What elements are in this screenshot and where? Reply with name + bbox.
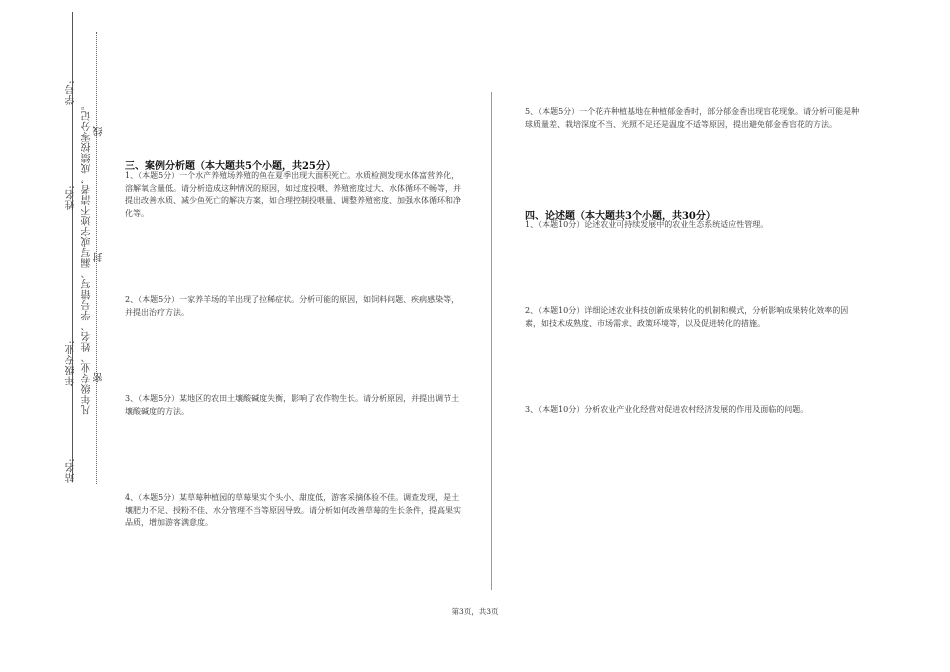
question-4-1: 1、（本题10分）论述农业可持续发展中的农业生态系统适应性管理。 [525, 220, 769, 229]
binding-notice: 凡年级专业、姓名、学号错写、漏写或字迹不清者，成绩按零分记。 [82, 100, 93, 415]
section-title-case-analysis: 三、案例分析题（本大题共5个小题，共25分） [125, 161, 336, 172]
question-4-2: 2、（本题10分）详细论述农业科技创新成果转化的机制和模式，分析影响成果转化效率的因素，如技术成熟度、市场需求、政策环境等，以及促进转化的措施。 [525, 306, 849, 328]
question-3-2: 2、（本题5分）一家养羊场的羊出现了拉稀症状。分析可能的原因，如饲料问题、疾病感染等，并提出治疗方法。 [125, 295, 460, 317]
seal-char-xian: 线 [94, 126, 105, 137]
question-3-4: 4、（本题5分）某草莓种植园的草莓果实个头小、甜度低，游客采摘体验不佳。调查发现，是土壤肥力不足、授粉不佳、水分管理不当等原因导致。请分析如何改善草莓的生长条件，提高果实品质，增加游客满意度。 [125, 493, 461, 527]
question-3-3: 3、（本题5分）某地区的农田土壤酸碱度失衡，影响了农作物生长。请分析原因，并提出调节土壤酸碱度的方法。 [125, 394, 460, 416]
seal-char-feng: 封 [94, 252, 105, 263]
question-3-1: 1、（本题5分）一个水产养殖场养殖的鱼在夏季出现大面积死亡。水质检测发现水体富营养化，溶解氧含量低。请分析造成这种情况的原因，如过度投喂、养殖密度过大、水体循环不畅等，并提出改善水质、减少鱼死亡的解决方案，如合理控制投喂量、调整养殖密度、加强水体循环和净化等。 [125, 171, 461, 218]
seal-char-mi: 密 [94, 372, 105, 383]
page-number: 第3页，共3页 [451, 607, 499, 616]
column-divider [491, 92, 492, 590]
question-4-3: 3、（本题10分）分析农业产业化经营对促进农村经济发展的作用及面临的问题。 [525, 405, 809, 414]
major-label: 年级专业: [66, 340, 77, 386]
question-3-5: 5、（本题5分）一个花卉种植基地在种植郁金香时，部分郁金香出现盲花现象。请分析可能是种球质量差、栽培深度不当、光照不足还是温度不适等原因，提出避免郁金香盲花的方法。 [525, 107, 860, 129]
school-label: 站名: [66, 458, 77, 483]
name-label: 姓名: [66, 185, 77, 210]
section-title-essay: 四、论述题（本大题共3个小题，共30分） [525, 211, 716, 222]
student-id-label: 学号: [66, 80, 77, 105]
